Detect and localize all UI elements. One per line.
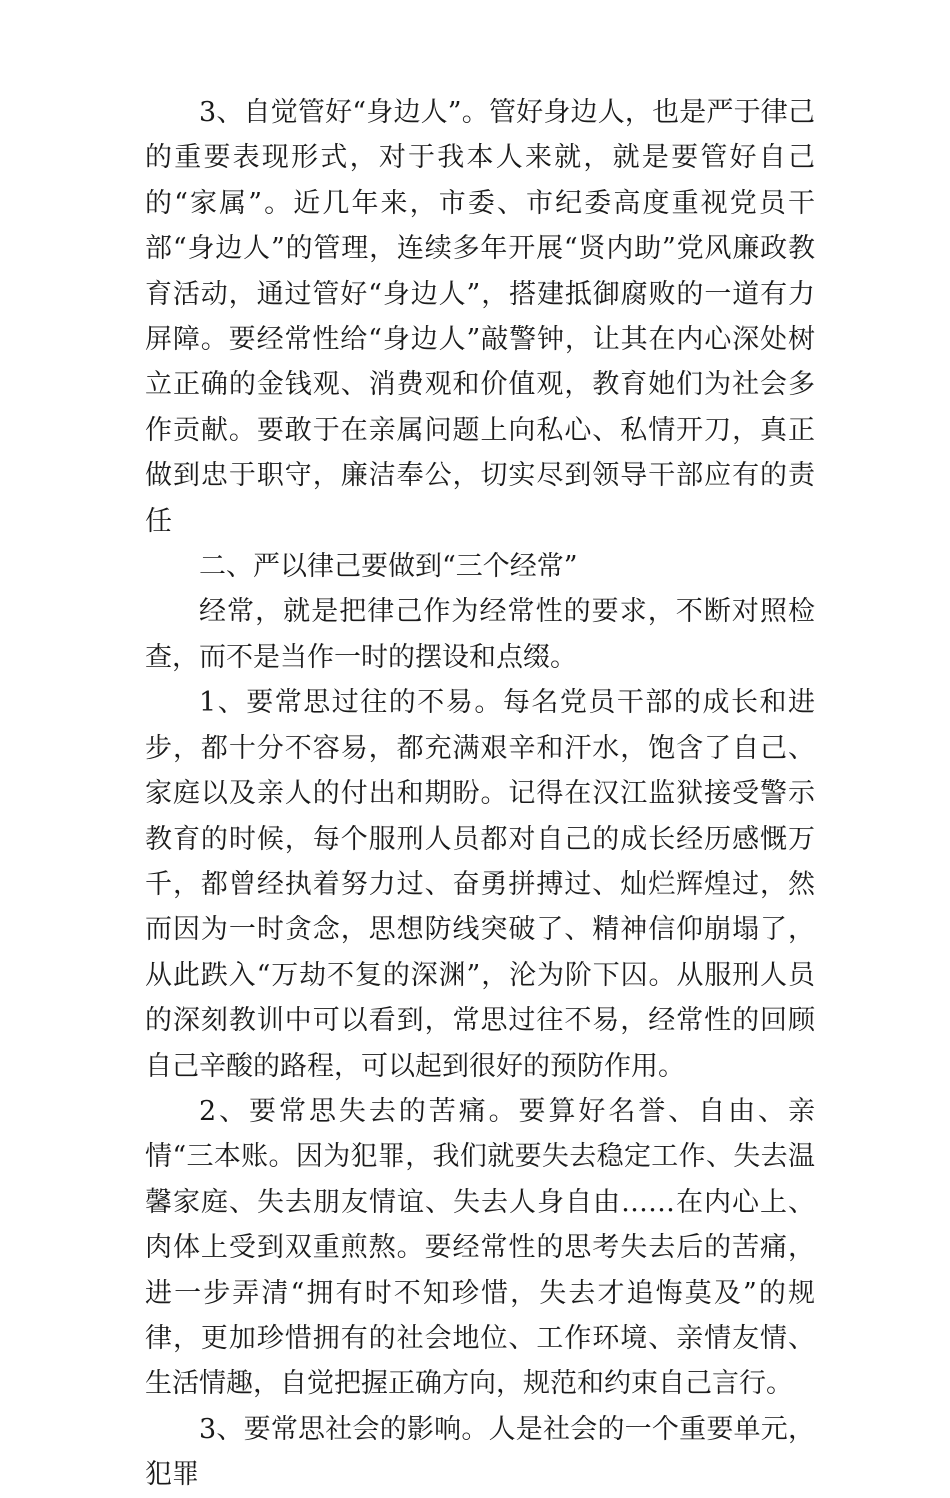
paragraph-loss-pain: 2、要常思失去的苦痛。要算好名誉、自由、亲情“三本账。因为犯罪，我们就要失去稳定工作、失去温馨家庭、失去朋友情谊、失去人身自由……在内心上、肉体上受到双重煎熬。要经常性的思考失去后的苦痛，进一步弄清“拥有时不知珍惜，失去才追悔莫及”的规律，更加珍惜拥有的社会地位、工作环境、亲情友情、生活情趣，自觉把握正确方向，规范和约束自己言行。 (145, 1095, 815, 1400)
paragraph-family-management: 3、自觉管好“身边人”。管好身边人，也是严于律己的重要表现形式，对于我本人来就，就是要管好自己的“家属”。近几年来，市委、市纪委高度重视党员干部“身边人”的管理，连续多年开展“贤内助”党风廉政教育活动，通过管好“身边人”，搭建抵御腐败的一道有力屏障。要经常性给“身边人”敲警钟，让其在内心深处树立正确的金钱观、消费观和价值观，教育她们为社会多作贡献。要敢于在亲属问题上向私心、私情开刀，真正做到忠于职守，廉洁奉公，切实尽到领导干部应有的责任 (145, 97, 815, 537)
paragraph-past-hardship: 1、要常思过往的不易。每名党员干部的成长和进步，都十分不容易，都充满艰辛和汗水，饱含了自己、家庭以及亲人的付出和期盼。记得在汉江监狱接受警示教育的时候，每个服刑人员都对自己的成长经历感慨万千，都曾经执着努力过、奋勇拼搏过、灿烂辉煌过，然而因为一时贪念，思想防线突破了、精神信仰崩塌了，从此跌入“万劫不复的深渊”，沦为阶下囚。从服刑人员的深刻教训中可以看到，常思过往不易，经常性的回顾自己辛酸的路程，可以起到很好的预防作用。 (145, 687, 815, 1082)
document-page (145, 90, 815, 1498)
paragraph-definition-regular: 经常，就是把律己作为经常性的要求，不断对照检查，而不是当作一时的摆设和点缀。 (145, 596, 815, 673)
section-heading-three-regulars: 二、严以律己要做到“三个经常” (199, 551, 578, 583)
paragraph-social-impact: 3、要常思社会的影响。人是社会的一个重要单元，犯罪 (145, 1413, 815, 1491)
